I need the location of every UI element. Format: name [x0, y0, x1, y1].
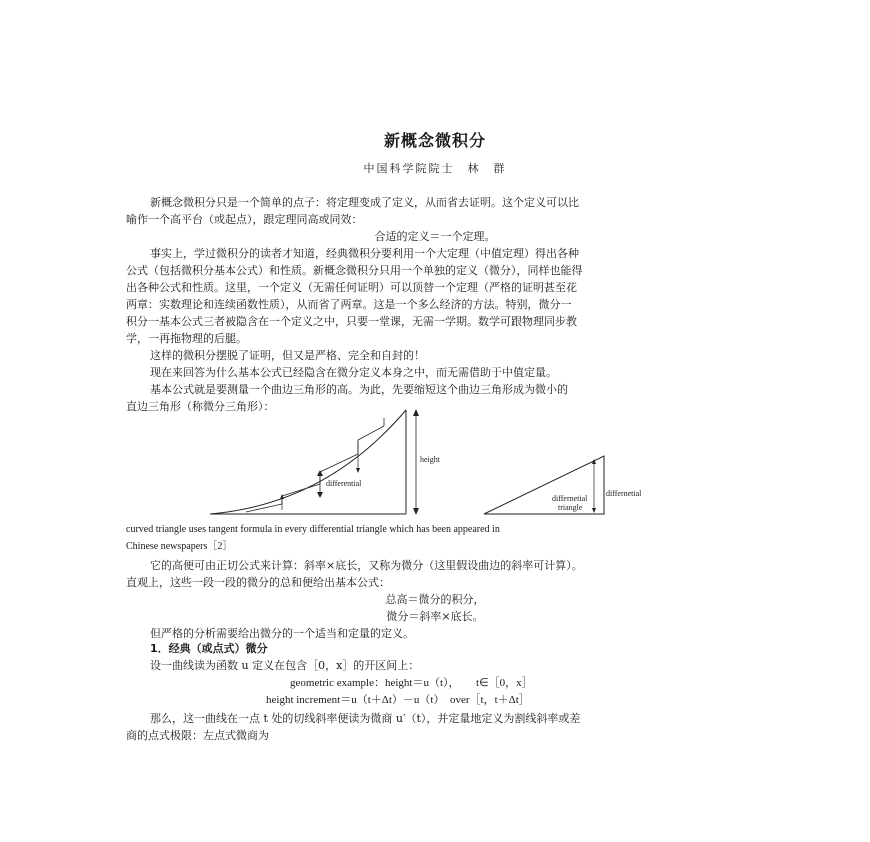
- differnetial-triangle-label-line2: triangle: [558, 503, 583, 512]
- formula-line: 总高＝微分的积分，: [385, 593, 485, 606]
- paragraph-line: 现在来回答为什么基本公式已经隐含在微分定义本身之中，而无需借助于中值定量。: [150, 366, 557, 379]
- differnetial-right-label: differnetial: [606, 489, 642, 498]
- figure-caption-line: Chinese newspapers［2］: [126, 541, 233, 552]
- paragraph-line: 公式（包括微积分基本公式）和性质。新概念微积分只用一个单独的定义（微分），同样也能得: [126, 264, 583, 277]
- paragraph-line: 直观上，这些一段一段的微分的总和便给出基本公式：: [126, 576, 390, 589]
- paragraph-line: 基本公式就是要测量一个曲边三角形的高。为此，先要缩短这个曲边三角形成为微小的: [150, 383, 568, 396]
- paper-title: 新概念微积分: [383, 131, 486, 150]
- height-label: height: [420, 455, 440, 464]
- curved-triangle-diagram: [210, 409, 441, 515]
- paragraph-line: 事实上，学过微积分的读者才知道，经典微积分要利用一个大定理（中值定理）得出各种: [150, 247, 579, 260]
- paragraph-line: 设一曲线读为函数 u 定义在包含［0，x］的开区间上：: [150, 659, 420, 672]
- paragraph-line: 学，一再拖物理的后腿。: [126, 332, 247, 345]
- paragraph-line: 商的点式极限：左点式微商为: [126, 729, 269, 742]
- paragraph-line: 直边三角形（称微分三角形）：: [126, 400, 275, 413]
- paragraph-line: 那么，这一曲线在一点 t 处的切线斜率便读为微商 u′（t），并定量地定义为割线斜率或差: [150, 712, 581, 725]
- paragraph-line: 但严格的分析需要给出微分的一个适当和定量的定义。: [150, 627, 414, 640]
- paragraph-line: 喻作一个高平台（或起点），跟定理同高或同效：: [126, 213, 363, 226]
- figure-caption-line: curved triangle uses tangent formula in every differential triangle which has been appeared in: [126, 524, 500, 535]
- differential-label: differential: [326, 479, 362, 488]
- formula-line: 微分＝斜率×底长。: [386, 610, 484, 623]
- paper-page: [126, 0, 744, 842]
- differential-triangle-figure: [206, 404, 666, 518]
- paragraph-line: 出各种公式和性质。这里，一个定义（无需任何证明）可以顶替一个定理（严格的证明甚至花: [126, 281, 577, 294]
- paper-author: 中国科学院院士 林 群: [363, 162, 507, 175]
- formula-line: geometric example：height＝u（t）， t∈［0，x］: [290, 677, 533, 689]
- formula-line: 合适的定义＝一个定理。: [374, 230, 496, 243]
- paragraph-line: 积分一基本公式三者被隐含在一个定义之中，只要一堂课，无需一学期。数学可跟物理同步教: [126, 315, 577, 328]
- paragraph-line: 新概念微积分只是一个简单的点子：将定理变成了定义，从而省去证明。这个定义可以比: [150, 196, 579, 209]
- paragraph-line: 两章：实数理论和连续函数性质），从而省了两章。这是一个多么经济的方法。特别，微分一: [126, 298, 572, 311]
- differential-triangle-diagram: [484, 456, 642, 514]
- formula-line: height increment＝u（t＋Δt）－u（t） over［t，t＋Δt］: [266, 694, 530, 706]
- paragraph-line: 这样的微积分摆脱了证明，但又是严格、完全和自封的！: [150, 349, 425, 362]
- section-heading: 1．经典（或点式）微分: [150, 642, 268, 655]
- paragraph-line: 它的高便可由正切公式来计算：斜率×底长，又称为微分（这里假设曲边的斜率可计算）。: [150, 559, 583, 572]
- differnetial-triangle-label-line1: differnetial: [552, 494, 588, 503]
